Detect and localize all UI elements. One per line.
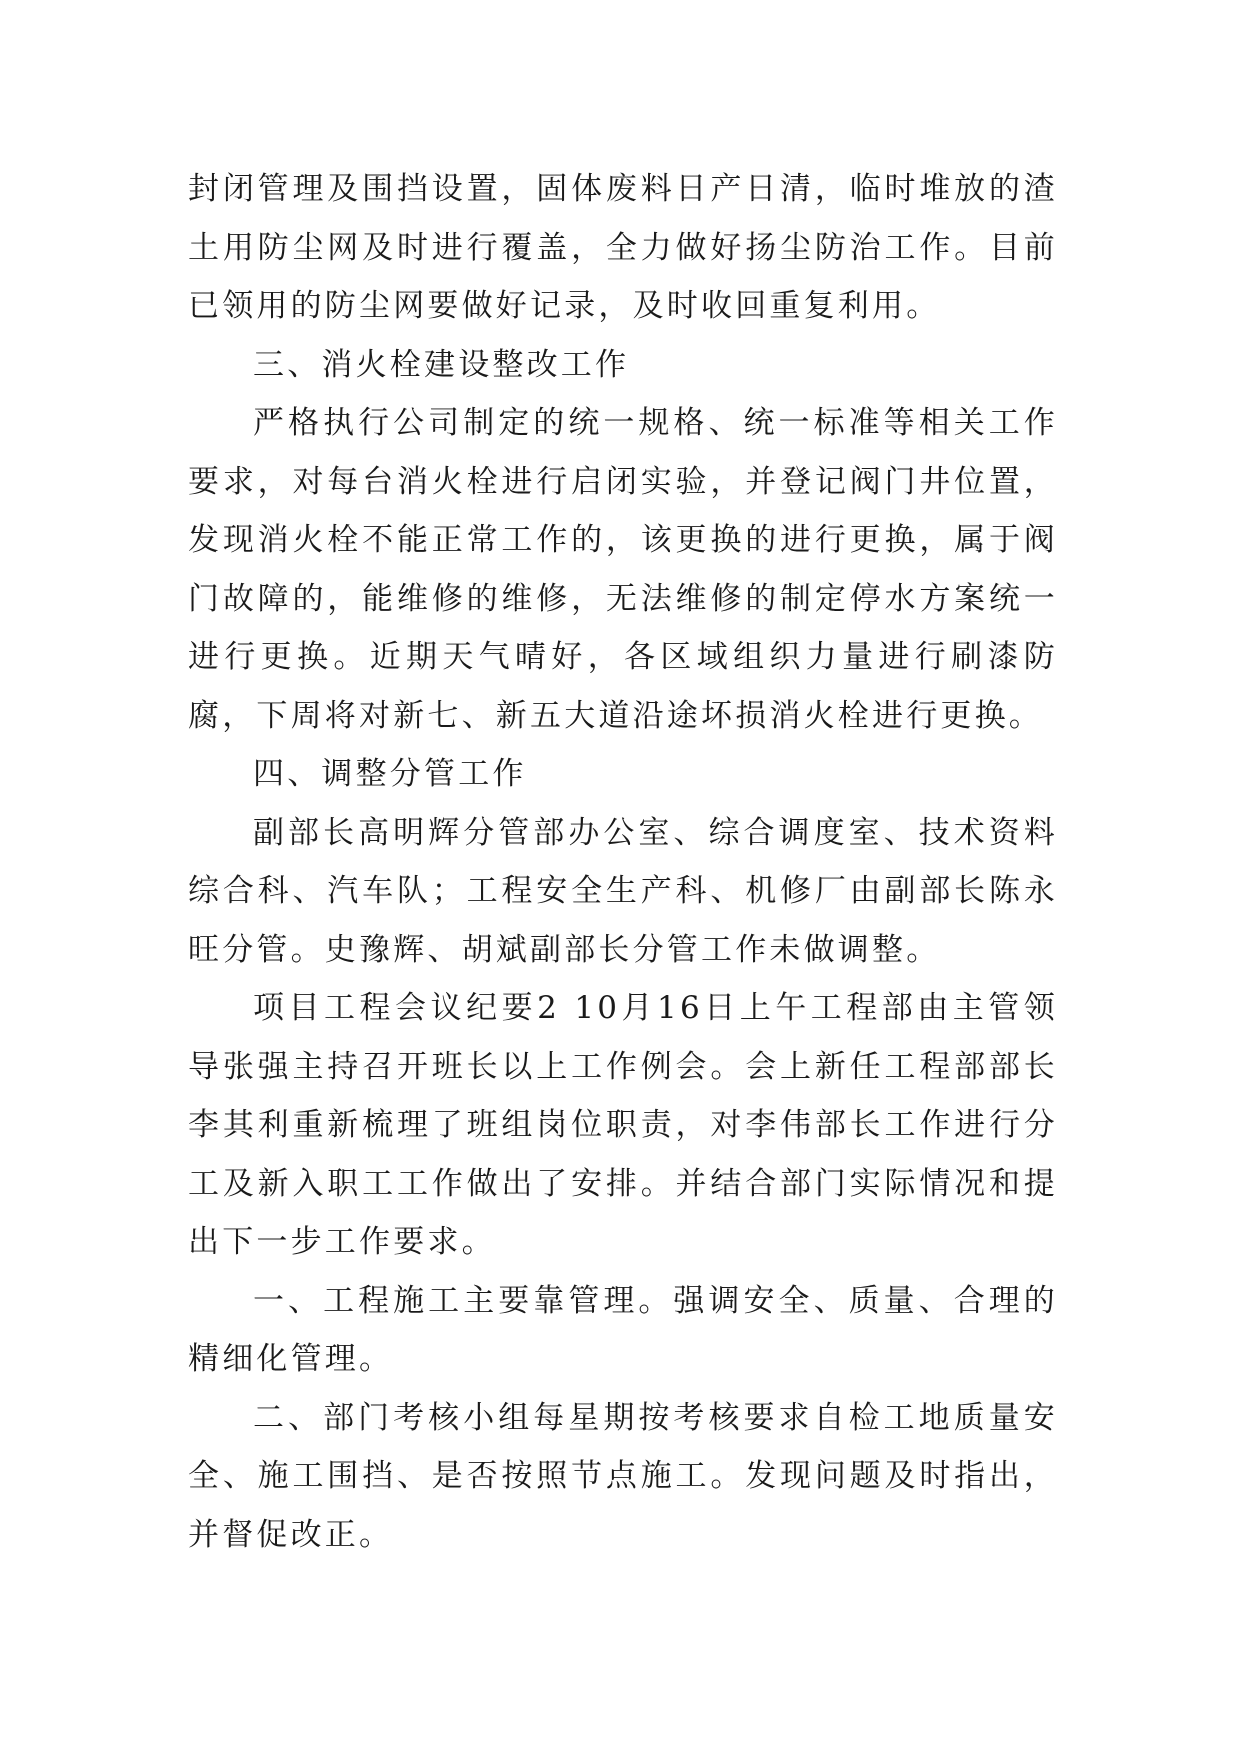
paragraph-dust-control: 封闭管理及围挡设置，固体废料日产日清，临时堆放的渣土用防尘网及时进行覆盖，全力做好扬尘防治工作。目前已领用的防尘网要做好记录，及时收回重复利用。 <box>188 171 1058 324</box>
heading-hydrant-rectification: 三、消火栓建设整改工作 <box>253 346 630 383</box>
document-body <box>188 160 1058 1564</box>
paragraph-item-two: 二、部门考核小组每星期按考核要求自检工地质量安全、施工围挡、是否按照节点施工。发现问题及时指出，并督促改正。 <box>188 1399 1058 1553</box>
paragraph-meeting-minutes: 项目工程会议纪要2 10月16日上午工程部由主管领导张强主持召开班长以上工作例会。会上新任工程部部长李其利重新梳理了班组岗位职责，对李伟部长工作进行分工及新入职工工作做出了安排。并结合部门实际情况和提出下一步工作要求。 <box>188 990 1058 1260</box>
paragraph-item-one: 一、工程施工主要靠管理。强调安全、质量、合理的精细化管理。 <box>188 1282 1058 1377</box>
paragraph-hydrant-rectification: 严格执行公司制定的统一规格、统一标准等相关工作要求，对每台消火栓进行启闭实验，并登记阀门井位置，发现消火栓不能正常工作的，该更换的进行更换，属于阀门故障的，能维修的维修，无法维修的制定停水方案统一进行更换。近期天气晴好，各区域组织力量进行刷漆防腐，下周将对新七、新五大道沿途坏损消火栓进行更换。 <box>188 405 1058 734</box>
paragraph-adjust-responsibilities: 副部长高明辉分管部办公室、综合调度室、技术资料综合科、汽车队；工程安全生产科、机修厂由副部长陈永旺分管。史豫辉、胡斌副部长分管工作未做调整。 <box>188 814 1058 968</box>
heading-adjust-responsibilities: 四、调整分管工作 <box>253 756 527 792</box>
